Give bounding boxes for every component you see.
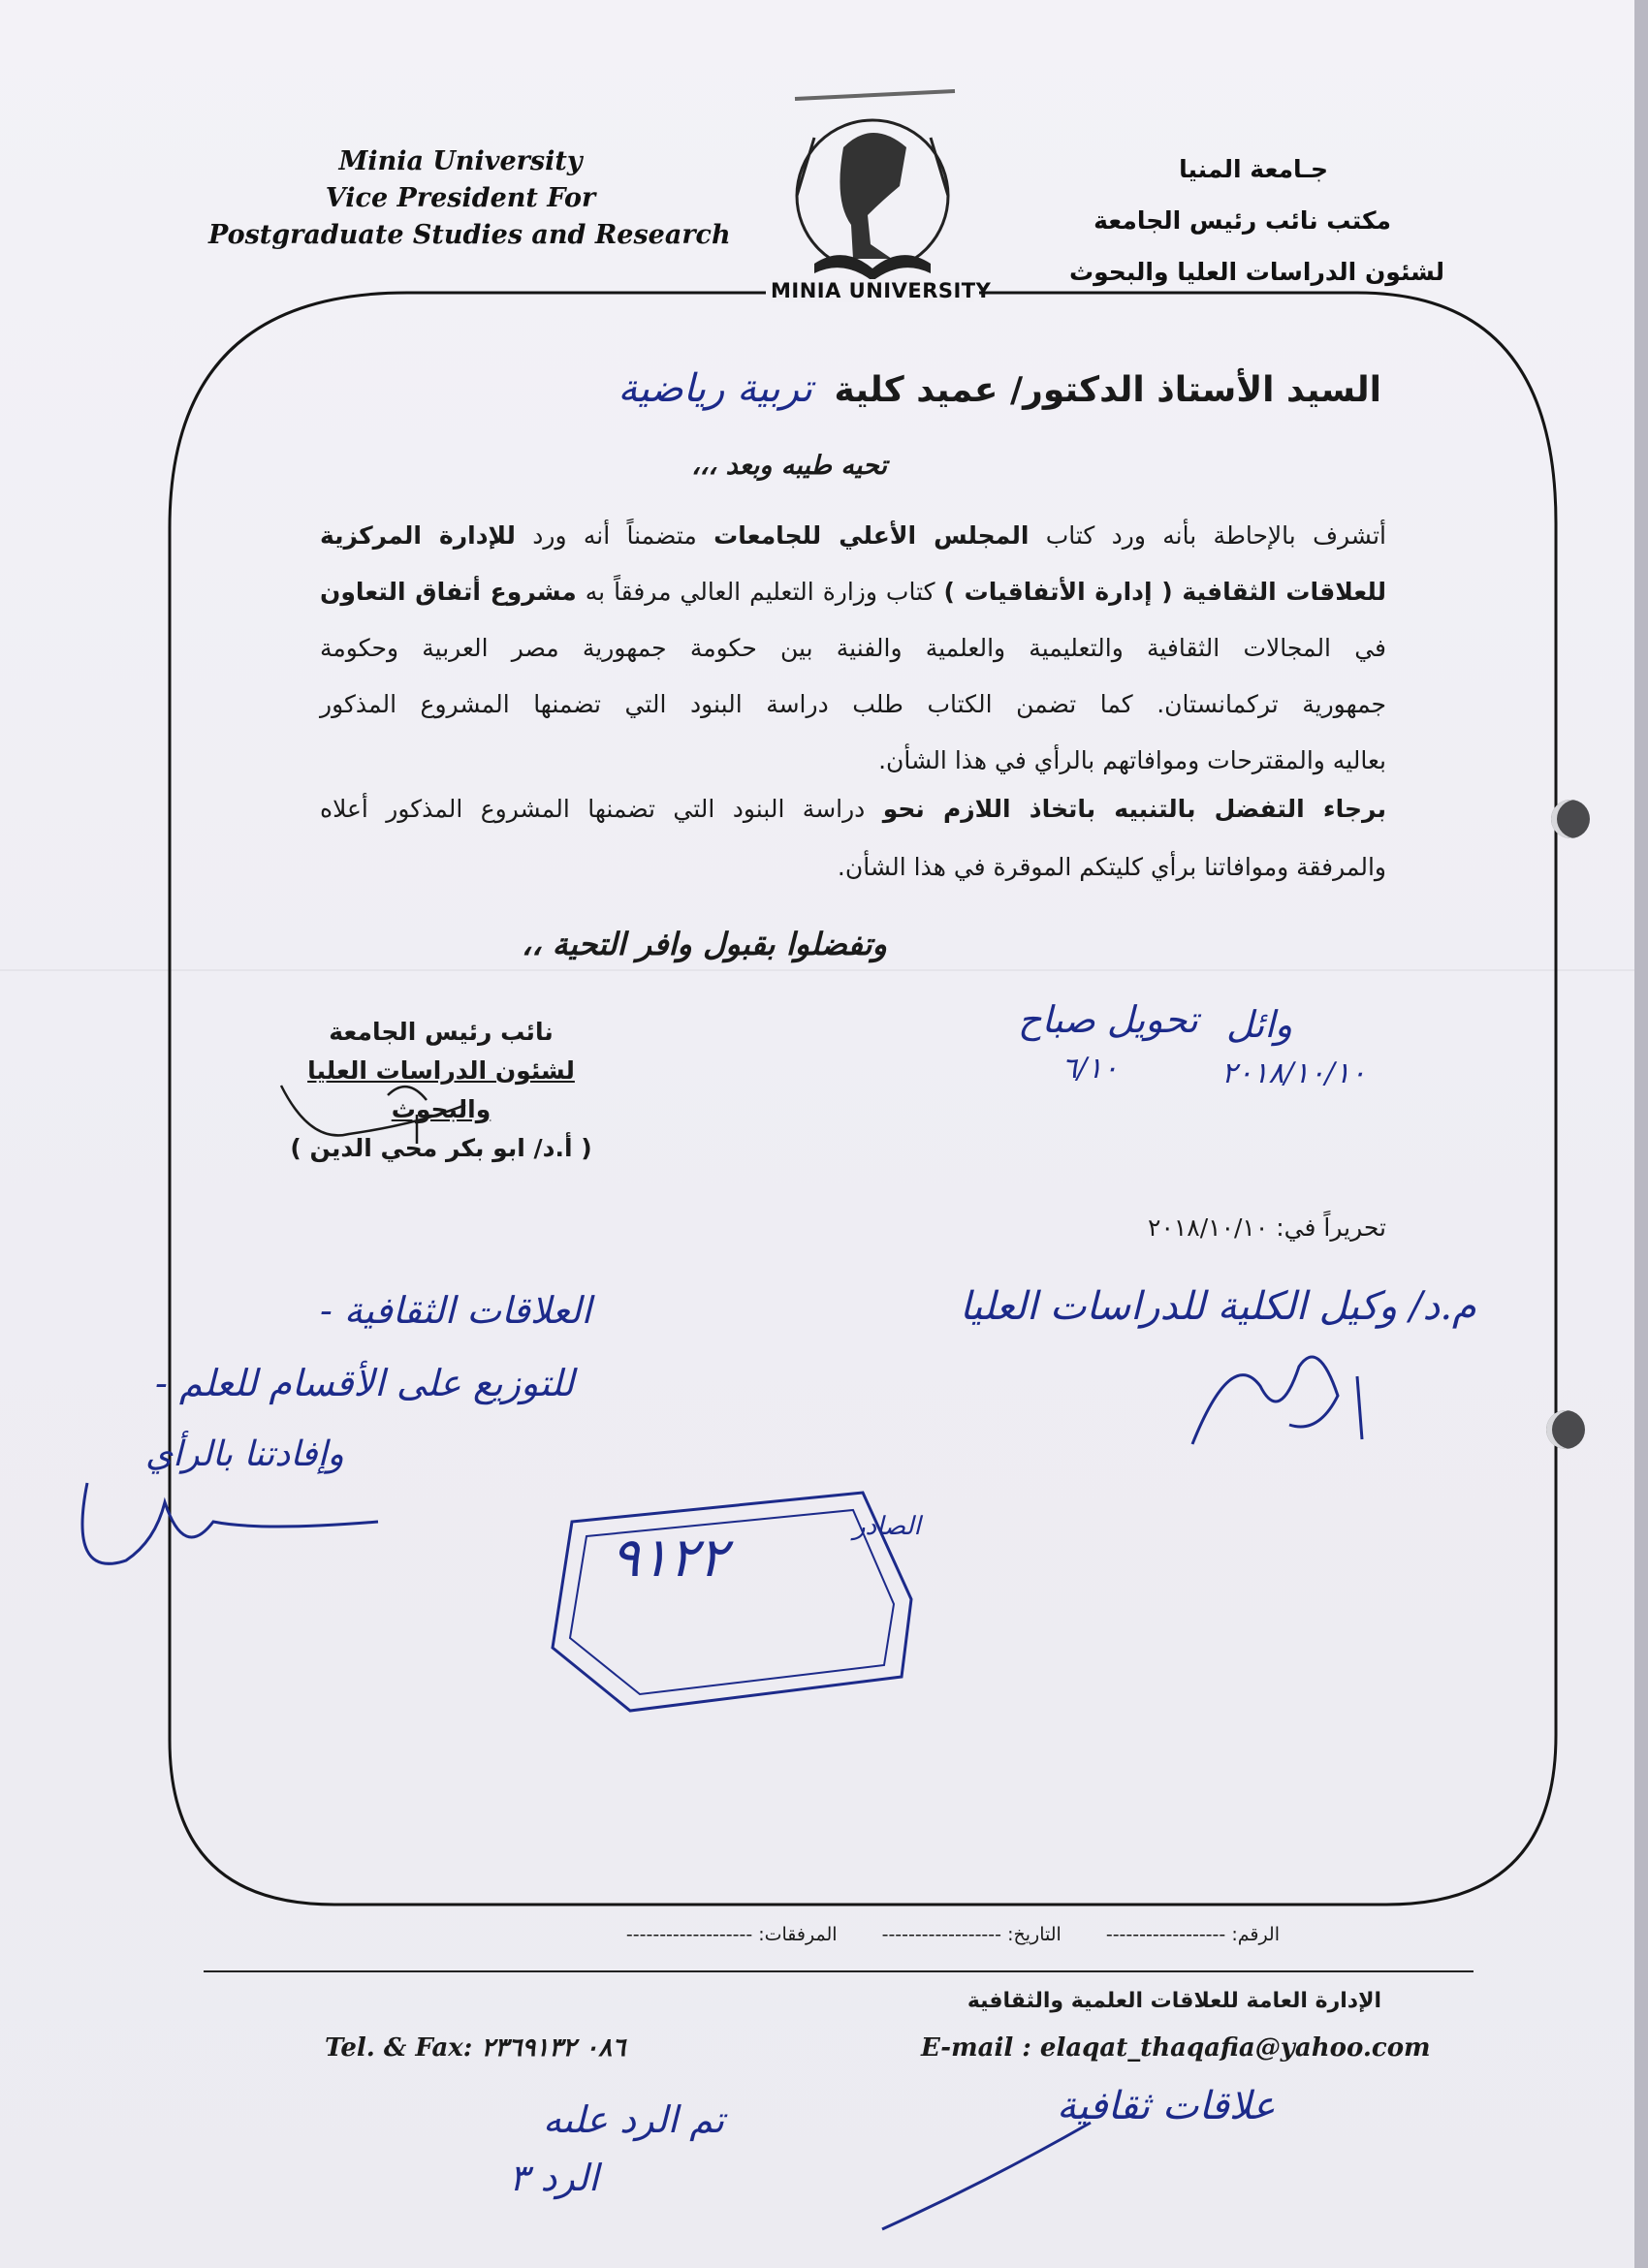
email-address: E-mail : elaqat_thaqafia@yahoo.com	[921, 2033, 1431, 2063]
paragraph-line	[320, 795, 1386, 853]
paragraph-line	[320, 578, 1386, 634]
stamp-number: ٩١٢٢	[611, 1527, 728, 1590]
handwritten-scribble	[68, 1464, 388, 1590]
ref-field: الرقم: ------------------	[1105, 1924, 1280, 1945]
body-text: بعاليه والمقترحات وموافاتهم بالرأي في هذا الشأن.	[878, 746, 1386, 774]
body-text: متضمناً أنه ورد	[515, 521, 714, 550]
bold-text: برجاء التفضل بالتنبيه باتخاذ اللازم نحو	[882, 795, 1386, 823]
logo-caption: MINIA UNIVERSITY	[771, 279, 992, 302]
punch-hole	[1546, 1410, 1585, 1449]
bold-text: للعلاقات الثقافية ( إدارة الأتفاقيات )	[943, 578, 1386, 606]
header-ar-line: جـامعة المنيا	[1179, 155, 1328, 183]
body-paragraph-2	[320, 795, 1386, 911]
paragraph-line	[320, 853, 1386, 911]
body-text: كتاب وزارة التعليم العالي مرفقاً به	[576, 578, 944, 606]
handwritten-date: ٢٠١٨/١٠/١٠	[1221, 1056, 1367, 1090]
greeting: تحيه طيبه وبعد ،،،	[691, 451, 887, 481]
department-name: الإدارة العامة للعلاقات العلمية والثقافية	[967, 1989, 1381, 2013]
handwritten-note-3: وإفادتنا بالرأي	[145, 1434, 344, 1474]
paragraph-line	[320, 521, 1386, 578]
handwritten-wael: وائل	[1226, 1003, 1293, 1046]
attachments-field: المرفقات: -------------------	[625, 1924, 838, 1945]
handwritten-vice-dean: م.د/ وكيل الكلية للدراسات العليا	[960, 1284, 1476, 1329]
paragraph-line	[320, 690, 1386, 746]
handwritten-note-1: - العلاقات الثقافية	[320, 1289, 592, 1332]
footer-divider	[204, 1970, 1474, 1972]
body-text: في المجالات الثقافية والتعليمية والعلمية والفنية بين حكومة جمهورية مصر العربية وحكومة	[320, 634, 1386, 662]
bold-text: للإدارة المركزية	[320, 521, 516, 550]
header-en-line: Minia University	[338, 146, 583, 176]
header-english	[208, 143, 731, 254]
handwritten-bottom-1: علاقات ثقافية	[1057, 2084, 1276, 2128]
header-ar-line: لشئون الدراسات العليا والبحوث	[1069, 258, 1444, 286]
salutation-handwritten: تربية رياضية	[618, 366, 812, 411]
stamp-label: الصادر	[853, 1512, 921, 1541]
issue-date-value: ٢٠١٨/١٠/١٠	[1148, 1213, 1269, 1242]
form-row	[407, 1924, 1280, 1945]
signatory-title-line: نائب رئيس الجامعة	[329, 1018, 554, 1046]
header-en-line: Vice President For	[325, 183, 596, 213]
bold-text: المجلس الأعلي للجامعات	[713, 521, 1030, 550]
body-paragraph-1	[320, 521, 1386, 803]
header-ar-line: مكتب نائب رئيس الجامعة	[1093, 206, 1391, 235]
handwritten-bottom-2: تم الرد علىه	[543, 2098, 725, 2141]
vice-dean-signature	[1173, 1328, 1377, 1464]
university-logo	[776, 79, 969, 312]
signatory-title-line: لشئون الدراسات العليا والبحوث	[307, 1056, 575, 1123]
handwritten-note-2: - للتوزيع على الأقسام للعلم	[155, 1362, 575, 1404]
body-text: والمرفقة وموافاتنا برأي كليتكم الموقرة في هذا الشأن.	[837, 853, 1386, 881]
punch-hole	[1551, 800, 1590, 838]
issue-date-label: تحريراً في:	[1276, 1213, 1386, 1242]
body-text: أتشرف بالإحاطة بأنه ورد كتاب	[1029, 521, 1387, 550]
handwritten-bottom-3: الرد ٣	[509, 2157, 599, 2199]
handwritten-transfer: تحويل صباح	[1018, 998, 1199, 1041]
body-text: جمهورية تركمانستان. كما تضمن الكتاب طلب دراسة البنود التي تضمنها المشروع المذكور	[320, 690, 1386, 718]
paragraph-line	[320, 634, 1386, 690]
salutation	[618, 366, 1381, 411]
tel-fax: Tel. & Fax: ٠٨٦ ٢٣٦٩١٣٢	[325, 2033, 626, 2063]
bottom-stroke	[872, 2094, 1095, 2239]
header-en-line: Postgraduate Studies and Research	[208, 220, 731, 250]
body-text: دراسة البنود التي تضمنها المشروع المذكور أعلاه	[320, 795, 883, 823]
bold-text: مشروع أتفاق التعاون	[320, 578, 577, 606]
header-arabic	[1037, 143, 1444, 298]
staple-icon	[795, 91, 955, 99]
issue-date	[1148, 1213, 1386, 1242]
date-field: التاريخ: ------------------	[881, 1924, 1062, 1945]
signatory-name: ( أ.د/ ابو بكر محي الدين )	[290, 1134, 592, 1162]
handwritten-transfer-date: ٦/١٠	[1062, 1052, 1119, 1086]
closing-line: وتفضلوا بقبول وافر التحية ،،	[521, 926, 887, 962]
salutation-text: السيد الأستاذ الدكتور/ عميد كلية	[834, 370, 1381, 410]
